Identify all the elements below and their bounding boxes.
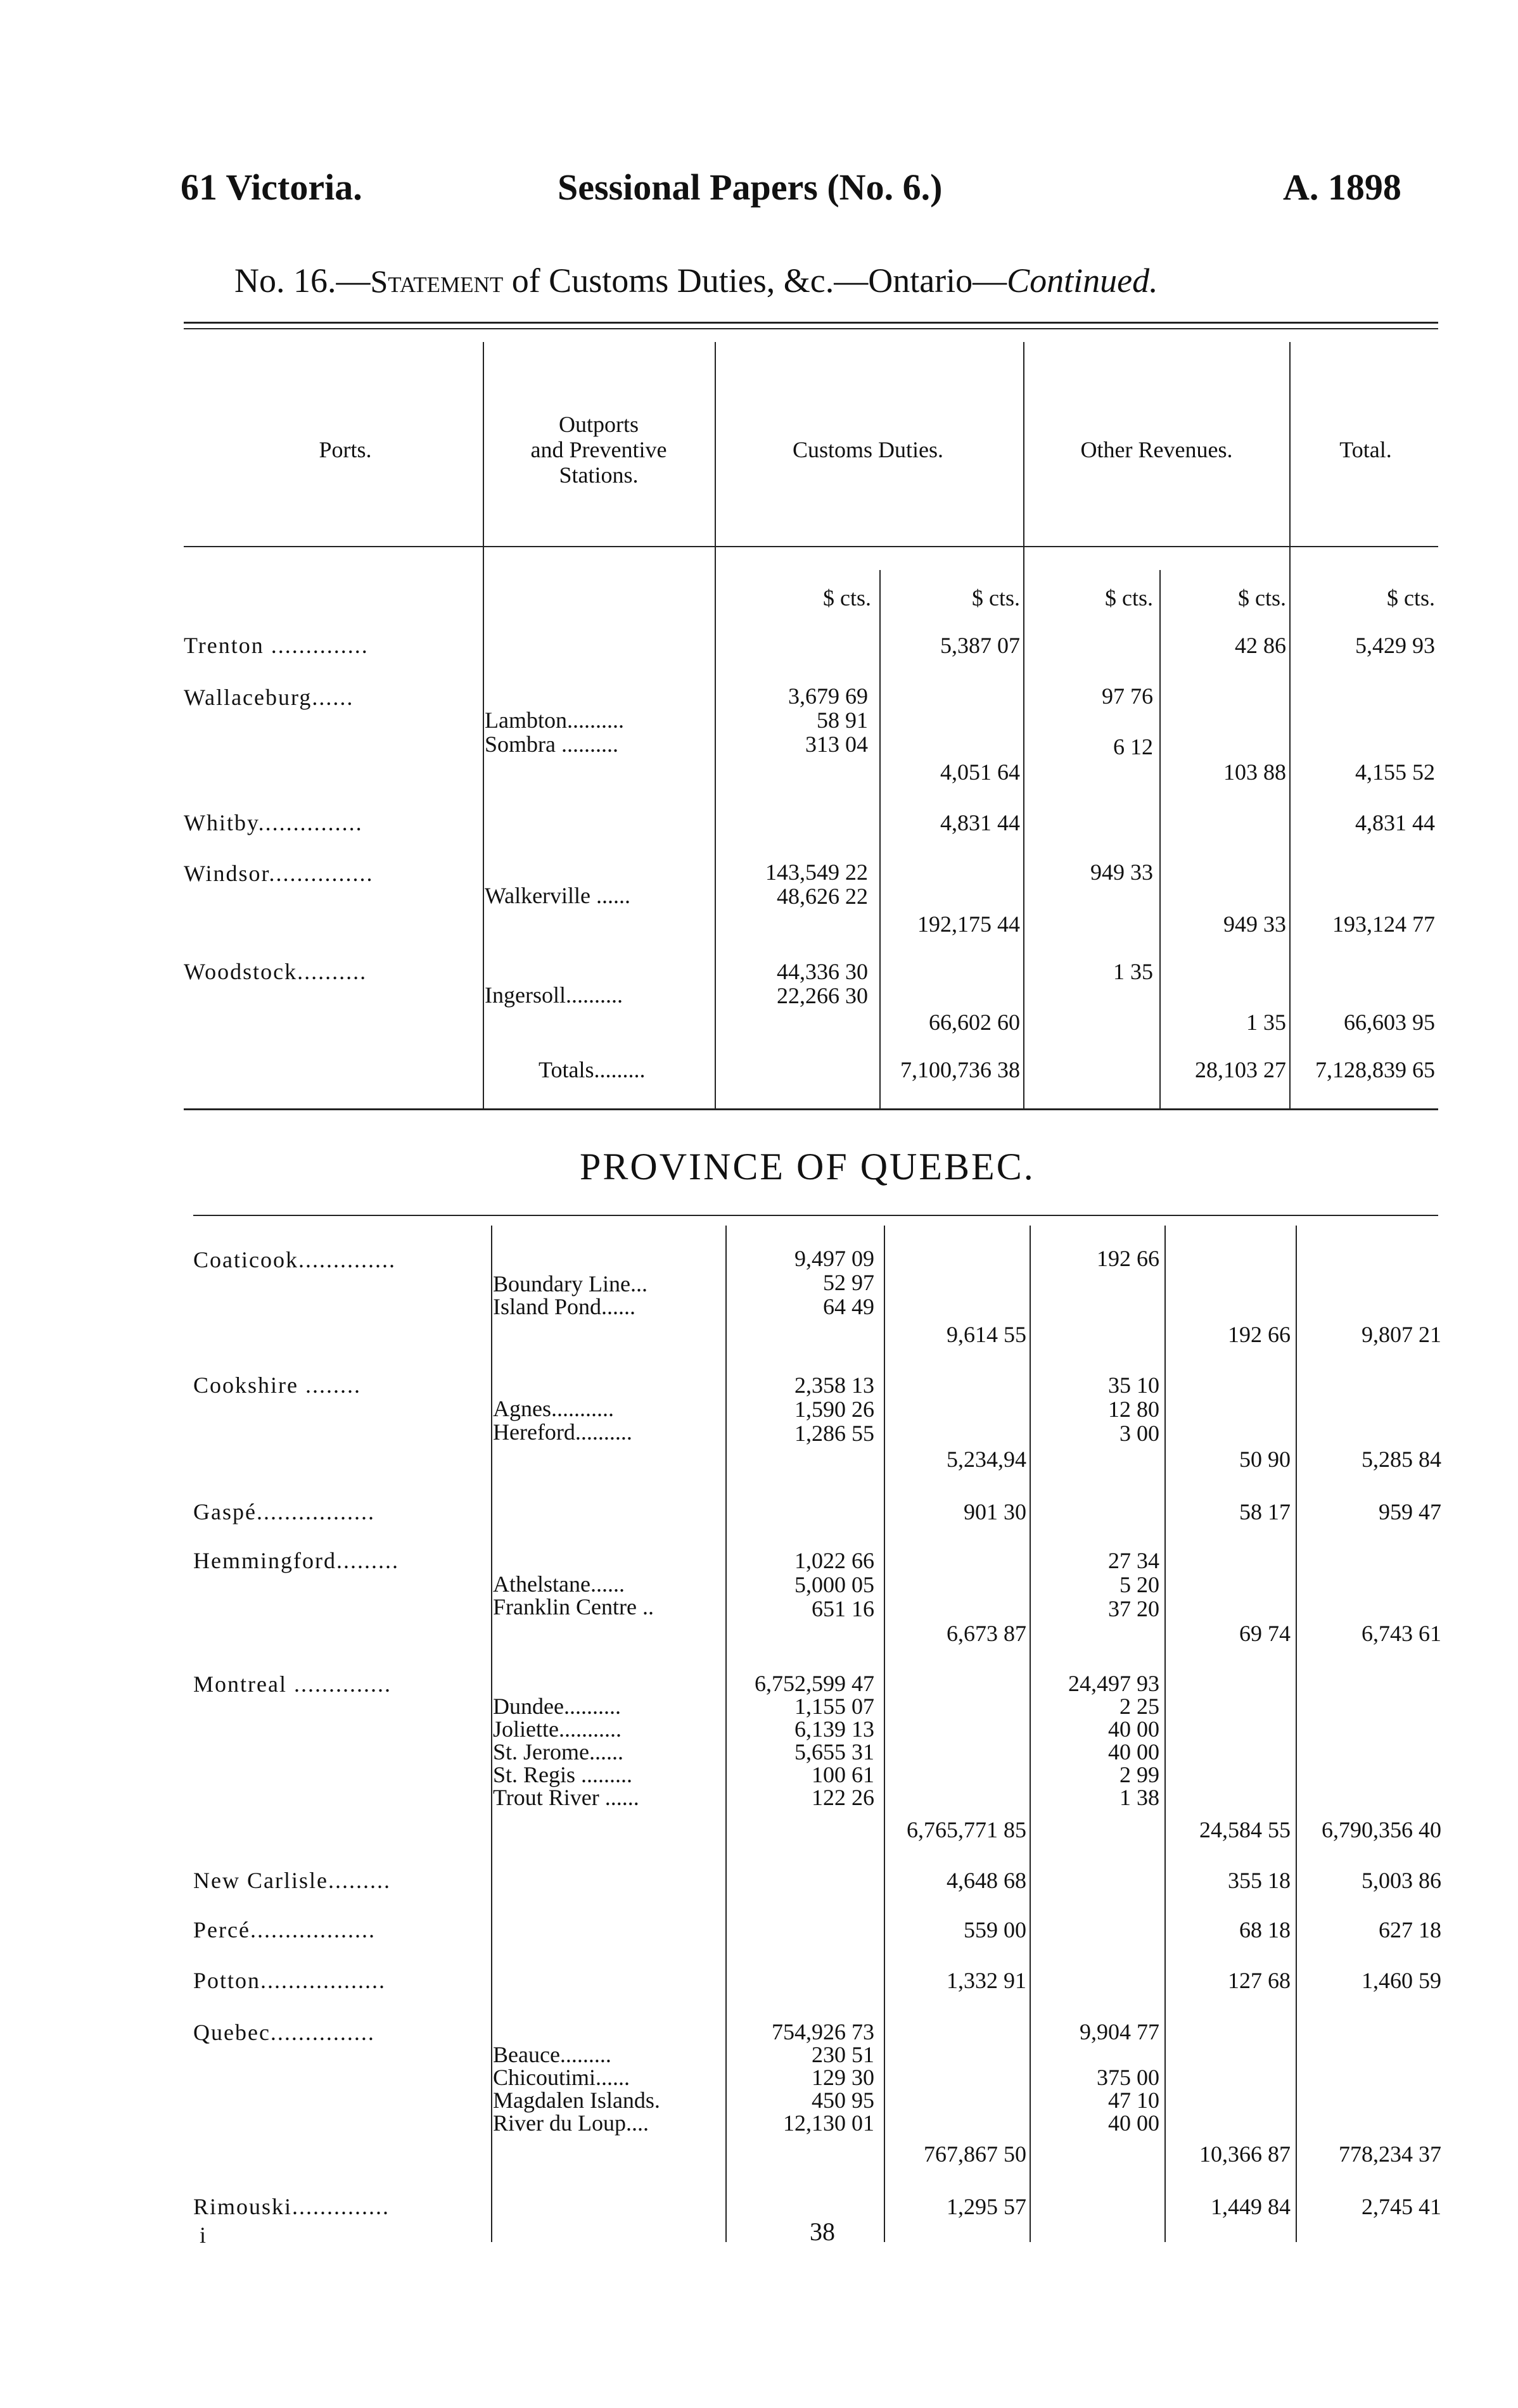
quebec-total: 778,234 37 (1339, 2141, 1441, 2167)
new-carlisle-other: 355 18 (1228, 1868, 1291, 1893)
coaticook-station-duties: 9,497 09 52 97 64 49 (794, 1246, 874, 1319)
wallaceburg-other-a: 97 76 (1102, 683, 1153, 709)
port-potton: Potton.................. (193, 1968, 386, 1993)
quebec-stations: Beauce......... Chicoutimi...... Magdalen Islands. River du Loup.... (493, 2042, 660, 2136)
hemmingford-total: 6,743 61 (1362, 1621, 1441, 1646)
quebec-station-duties: 754,926 73 230 51 129 30 450 95 12,130 01 (772, 2019, 874, 2136)
unit-label: $ cts. (972, 585, 1020, 611)
rimouski-other: 1,449 84 (1211, 2194, 1291, 2219)
windsor-customs: 192,175 44 (917, 911, 1020, 937)
windsor-total: 193,124 77 (1332, 911, 1435, 937)
section-heading: PROVINCE OF QUEBEC. (580, 1146, 1035, 1188)
port-hemmingford: Hemmingford......... (193, 1548, 399, 1573)
footer-mark: i (200, 2222, 207, 2248)
cookshire-total: 5,285 84 (1362, 1447, 1441, 1472)
unit-label: $ cts. (1238, 585, 1286, 611)
station-island-pond: Island Pond...... (493, 1294, 635, 1319)
port-wallaceburg: Wallaceburg...... (184, 685, 354, 710)
col-divider (491, 1226, 492, 2242)
col-divider (1164, 1226, 1166, 2242)
hemmingford-customs: 6,673 87 (947, 1621, 1026, 1646)
col-divider (483, 342, 484, 1108)
col-ports: Ports. (319, 437, 372, 462)
perce-customs: 559 00 (964, 1917, 1026, 1942)
wallaceburg-station-duties: 3,679 69 58 91 313 04 (788, 683, 868, 757)
cookshire-station-duties: 2,358 13 1,590 26 1,286 55 (794, 1372, 874, 1446)
montreal-customs: 6,765,771 85 (907, 1817, 1026, 1842)
ontario-end-rule (184, 1108, 1438, 1110)
quebec-other: 10,366 87 (1199, 2141, 1291, 2167)
montreal-total: 6,790,356 40 (1322, 1817, 1441, 1842)
hemmingford-other: 69 74 (1239, 1621, 1291, 1646)
volume-header: 61 Victoria. (181, 167, 362, 208)
header-rule (184, 546, 1438, 547)
quebec-top-rule (193, 1215, 1438, 1216)
col-divider (1023, 342, 1024, 1108)
port-woodstock: Woodstock.......... (184, 959, 367, 984)
hemmingford-station-duties: 1,022 66 5,000 05 651 16 (794, 1548, 874, 1621)
whitby-total: 4,831 44 (1355, 810, 1435, 835)
port-trenton: Trenton .............. (184, 633, 369, 658)
sessional-papers-header: Sessional Papers (No. 6.) (558, 167, 943, 208)
rimouski-customs: 1,295 57 (947, 2194, 1026, 2219)
montreal-station-duties: 6,752,599 47 1,155 07 6,139 13 5,655 31 100 61 122 26 (755, 1671, 874, 1810)
station-franklin-centre: Franklin Centre .. (493, 1594, 654, 1619)
station-lambton: Lambton.......... (485, 707, 624, 733)
top-rule-2 (184, 328, 1438, 329)
woodstock-total: 66,603 95 (1344, 1010, 1435, 1035)
col-divider (1296, 1226, 1297, 2242)
year-header: A. 1898 (1283, 167, 1401, 208)
wallaceburg-other: 103 88 (1223, 759, 1286, 785)
wallaceburg-other-b: 6 12 (1113, 734, 1153, 759)
woodstock-station-duties: 44,336 30 22,266 30 (777, 959, 868, 1008)
windsor-other: 949 33 (1223, 911, 1286, 937)
totals-customs: 7,100,736 38 (900, 1057, 1020, 1082)
station-walkerville: Walkerville ...... (485, 883, 631, 908)
cookshire-other-a: 35 10 12 80 3 00 (1108, 1372, 1159, 1446)
unit-label: $ cts. (823, 585, 871, 611)
coaticook-customs: 9,614 55 (947, 1322, 1026, 1347)
totals-total: 7,128,839 65 (1315, 1057, 1435, 1082)
gaspe-customs: 901 30 (964, 1499, 1026, 1524)
quebec-customs: 767,867 50 (924, 2141, 1026, 2167)
col-total: Total. (1339, 437, 1392, 462)
wallaceburg-customs: 4,051 64 (940, 759, 1020, 785)
new-carlisle-total: 5,003 86 (1362, 1868, 1441, 1893)
page-number: 38 (810, 2217, 835, 2246)
gaspe-total: 959 47 (1379, 1499, 1441, 1524)
totals-other: 28,103 27 (1195, 1057, 1286, 1082)
port-windsor: Windsor............... (184, 861, 374, 886)
station-ingersoll: Ingersoll.......... (485, 982, 623, 1008)
trenton-total: 5,429 93 (1355, 633, 1435, 658)
col-other: Other Revenues. (1080, 437, 1233, 462)
port-whitby: Whitby............... (184, 810, 363, 835)
port-cookshire: Cookshire ........ (193, 1372, 361, 1398)
page-title: No. 16.—Statement of Customs Duties, &c.—Ontario—Continued. (234, 262, 1158, 300)
port-montreal: Montreal .............. (193, 1671, 392, 1697)
col-customs: Customs Duties. (792, 437, 944, 462)
montreal-other-a: 24,497 93 2 25 40 00 40 00 2 99 1 38 (1068, 1671, 1159, 1810)
wallaceburg-total: 4,155 52 (1355, 759, 1435, 785)
coaticook-total: 9,807 21 (1362, 1322, 1441, 1347)
unit-label: $ cts. (1387, 585, 1435, 611)
station-hereford: Hereford.......... (493, 1419, 632, 1445)
woodstock-other-a: 1 35 (1113, 959, 1153, 984)
potton-customs: 1,332 91 (947, 1968, 1026, 1993)
montreal-other: 24,584 55 (1199, 1817, 1291, 1842)
station-athelstane: Athelstane...... (493, 1571, 625, 1597)
quebec-other-a: 9,904 77 375 00 47 10 40 00 (1080, 2019, 1159, 2136)
col-divider (1159, 570, 1161, 1108)
port-quebec: Quebec............... (193, 2020, 375, 2045)
trenton-customs: 5,387 07 (940, 633, 1020, 658)
whitby-customs: 4,831 44 (940, 810, 1020, 835)
woodstock-customs: 66,602 60 (929, 1010, 1020, 1035)
potton-other: 127 68 (1228, 1968, 1291, 1993)
cookshire-customs: 5,234,94 (947, 1447, 1026, 1472)
col-divider (1030, 1226, 1031, 2242)
hemmingford-other-a: 27 34 5 20 37 20 (1108, 1548, 1159, 1621)
port-gaspe: Gaspé................. (193, 1499, 375, 1524)
montreal-stations: Dundee.......... Joliette........... St. Jerome...... St. Regis ......... Trout River ...... (493, 1694, 639, 1810)
station-agnes: Agnes........... (493, 1396, 614, 1421)
perce-total: 627 18 (1379, 1917, 1441, 1942)
station-boundary-line: Boundary Line... (493, 1271, 647, 1296)
potton-total: 1,460 59 (1362, 1968, 1441, 1993)
woodstock-other: 1 35 (1246, 1010, 1286, 1035)
totals-label: Totals......... (539, 1057, 646, 1082)
coaticook-other: 192 66 (1228, 1322, 1291, 1347)
windsor-other-a: 949 33 (1090, 859, 1153, 885)
col-divider (725, 1226, 727, 2242)
col-outports: Outports and Preventive Stations. (530, 412, 667, 488)
port-coaticook: Coaticook.............. (193, 1247, 396, 1272)
col-divider (879, 570, 881, 1108)
port-new-carlisle: New Carlisle......... (193, 1868, 391, 1893)
rimouski-total: 2,745 41 (1362, 2194, 1441, 2219)
top-rule (184, 322, 1438, 324)
trenton-other: 42 86 (1235, 633, 1286, 658)
cookshire-other: 50 90 (1239, 1447, 1291, 1472)
gaspe-other: 58 17 (1239, 1499, 1291, 1524)
new-carlisle-customs: 4,648 68 (947, 1868, 1026, 1893)
coaticook-other-a: 192 66 (1097, 1246, 1159, 1271)
port-rimouski: Rimouski.............. (193, 2194, 390, 2219)
col-divider (1289, 342, 1291, 1108)
windsor-station-duties: 143,549 22 48,626 22 (765, 859, 868, 909)
perce-other: 68 18 (1239, 1917, 1291, 1942)
port-perce: Percé.................. (193, 1917, 376, 1942)
unit-label: $ cts. (1105, 585, 1153, 611)
col-divider (884, 1226, 885, 2242)
station-sombra: Sombra .......... (485, 732, 618, 757)
